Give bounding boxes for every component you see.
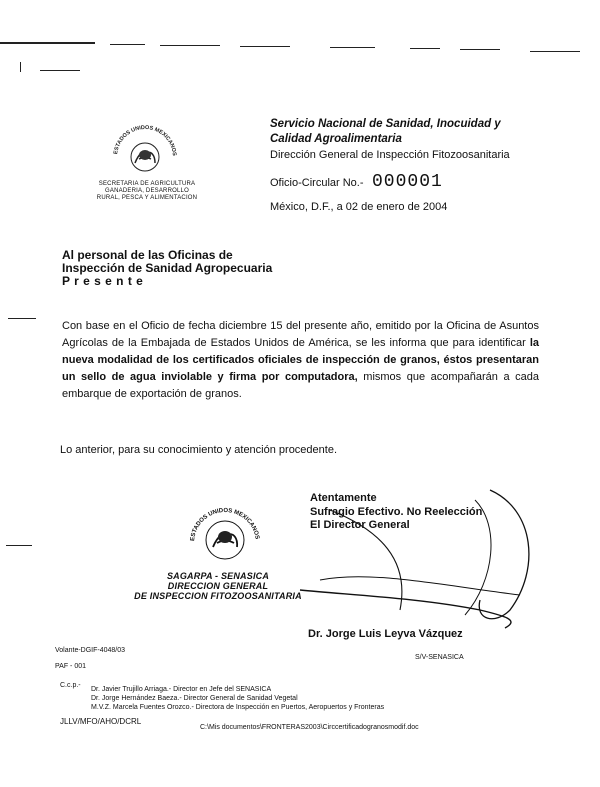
seal-caption-line: SECRETARIA DE AGRICULTURA	[98, 181, 196, 187]
cc-list	[91, 685, 571, 712]
stamp-line: DE INSPECCION FITOZOOSANITARIA	[134, 591, 302, 601]
top-seal	[95, 115, 195, 175]
agency-name-line2: Calidad Agroalimentaria	[270, 133, 402, 145]
handwritten-signature	[290, 470, 550, 640]
addressee-present: P r e s e n t e	[62, 274, 144, 288]
addressee	[62, 249, 272, 288]
eagle-stamp-icon	[180, 495, 270, 565]
official-stamp	[180, 495, 270, 565]
ccp-label: C.c.p.-	[60, 682, 81, 689]
circular-label: Oficio-Circular No.-	[270, 177, 364, 189]
body-text: Con base en el Oficio de fecha diciembre 15 del presente año, emitido por la Oficina de Asuntos Agrícolas de la Embajada de Estados Unidos de América, se les informa que para identificar	[62, 320, 539, 349]
addressee-line: Inspección de Sanidad Agropecuaria	[62, 261, 273, 275]
direction-name: Dirección General de Inspección Fitozoosanitaria	[270, 149, 510, 161]
stamp-ring-text: ESTADOS UNIDOS MEXICANOS	[190, 507, 260, 542]
stamp-line: DIRECCION GENERAL	[167, 581, 269, 591]
cc-item: Dr. Jorge Hernández Baeza.- Director General de Sanidad Vegetal	[91, 695, 298, 702]
reference-volante: Volante-DGIF-4048/03	[55, 647, 126, 654]
closing: Atentamente	[310, 492, 377, 504]
file-path: C:\Mis documentos\FRONTERAS2003\Circcertificadogranosmodif.doc	[200, 724, 419, 731]
stamp-text	[128, 571, 308, 601]
seal-ring-text: ESTADOS UNIDOS MEXICANOS	[113, 124, 178, 157]
body-text-bold: la nueva modalidad de los certificados oficiales de inspección de granos, éstos presentaran un sello de agua inviolable y firma por computadora,	[62, 337, 539, 383]
eagle-seal-icon	[95, 115, 195, 175]
signer-name: Dr. Jorge Luis Leyva Vázquez	[308, 628, 463, 640]
addressee-line: Al personal de las Oficinas de	[62, 248, 233, 262]
drafter-initials: JLLV/MFO/AHO/DCRL	[60, 717, 142, 726]
seal-caption-line: RURAL, PESCA Y ALIMENTACION	[96, 195, 198, 201]
seal-caption	[92, 181, 202, 202]
cc-item: Dr. Javier Trujillo Arriaga.- Director en Jefe del SENASICA	[91, 686, 272, 693]
body-text: mismos que acompañarán a cada embarque de exportación de granos.	[62, 371, 540, 400]
agency-name-line1: Servicio Nacional de Sanidad, Inocuidad y	[270, 118, 501, 130]
body-paragraph	[62, 318, 539, 403]
place-date: México, D.F., a 02 de enero de 2004	[270, 201, 448, 213]
motto: Sufragio Efectivo. No Reelección	[310, 506, 483, 518]
reference-paf: PAF - 001	[55, 663, 86, 670]
body-closing-paragraph: Lo anterior, para su conocimiento y atención procedente.	[60, 444, 338, 456]
cc-item: M.V.Z. Marcela Fuentes Orozco.- Directora de Inspección en Puertos, Aeropuertos y Fronteras	[91, 704, 385, 711]
seal-caption-line: GANADERIA, DESARROLLO	[105, 188, 189, 194]
circular-number: 000001	[372, 172, 443, 192]
stamp-line: SAGARPA - SENASICA	[166, 571, 270, 581]
initials-right: S/V-SENASICA	[415, 654, 464, 661]
signer-title: El Director General	[310, 519, 410, 531]
